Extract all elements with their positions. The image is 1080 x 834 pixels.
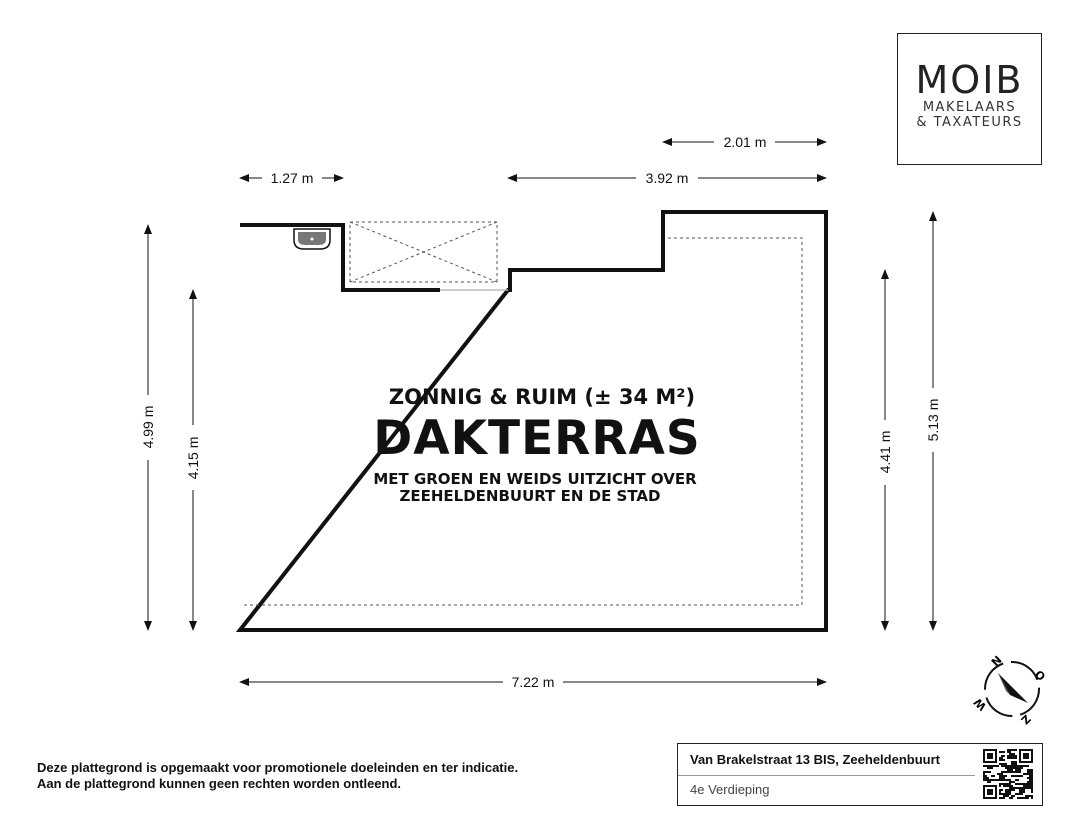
logo-main: MOIB (915, 58, 1024, 102)
dimension-bottom (240, 674, 826, 690)
sink-icon (294, 229, 330, 249)
skylight (350, 222, 497, 282)
disclaimer (37, 760, 518, 792)
headline-line4: ZEEHELDENBUURT EN DE STAD (399, 487, 661, 505)
address-street: Van Brakelstraat 13 BIS, Zeeheldenbuurt (690, 752, 940, 767)
dimension-top-left (240, 170, 343, 186)
dimension-left-outer (140, 225, 156, 630)
compass-icon (971, 653, 1047, 726)
address-block (677, 743, 1043, 806)
dimension-top-right (508, 170, 826, 186)
logo-sub2: & TAXATEURS (916, 115, 1023, 130)
qr-code-icon (983, 749, 1033, 799)
dimension-right-inner (877, 270, 893, 630)
dim-top-right-label: 3.92 m (645, 170, 689, 186)
compass-n: N (988, 653, 1005, 670)
dimension-left-inner (185, 290, 201, 630)
disclaimer-line1: Deze plattegrond is opgemaakt voor promotionele doeleinden en ter indicatie. (37, 760, 519, 775)
dim-top-notch-label: 2.01 m (723, 134, 767, 150)
dim-bottom-label: 7.22 m (511, 674, 555, 690)
dim-left-inner-label: 4.15 m (185, 436, 201, 480)
dim-right-inner-label: 4.41 m (877, 430, 893, 474)
company-logo (897, 33, 1042, 165)
headline-title: DAKTERRAS (373, 411, 701, 466)
address-divider (678, 775, 975, 776)
dimension-top-notch (663, 134, 826, 150)
compass-o: O (1031, 667, 1048, 684)
dim-left-outer-label: 4.99 m (140, 405, 156, 449)
compass-w: W (971, 695, 990, 714)
logo-sub1: MAKELAARS (922, 100, 1017, 115)
headline-line3: MET GROEN EN WEIDS UITZICHT OVER (373, 470, 697, 488)
compass-z: Z (1018, 711, 1034, 727)
disclaimer-line2: Aan de plattegrond kunnen geen rechten worden ontleend. (37, 776, 402, 791)
address-floor: 4e Verdieping (690, 782, 770, 797)
headline-line1: ZONNIG & RUIM (± 34 M²) (388, 385, 696, 409)
dim-right-outer-label: 5.13 m (925, 398, 941, 442)
dim-top-left-label: 1.27 m (270, 170, 314, 186)
dimension-right-outer (925, 212, 941, 630)
